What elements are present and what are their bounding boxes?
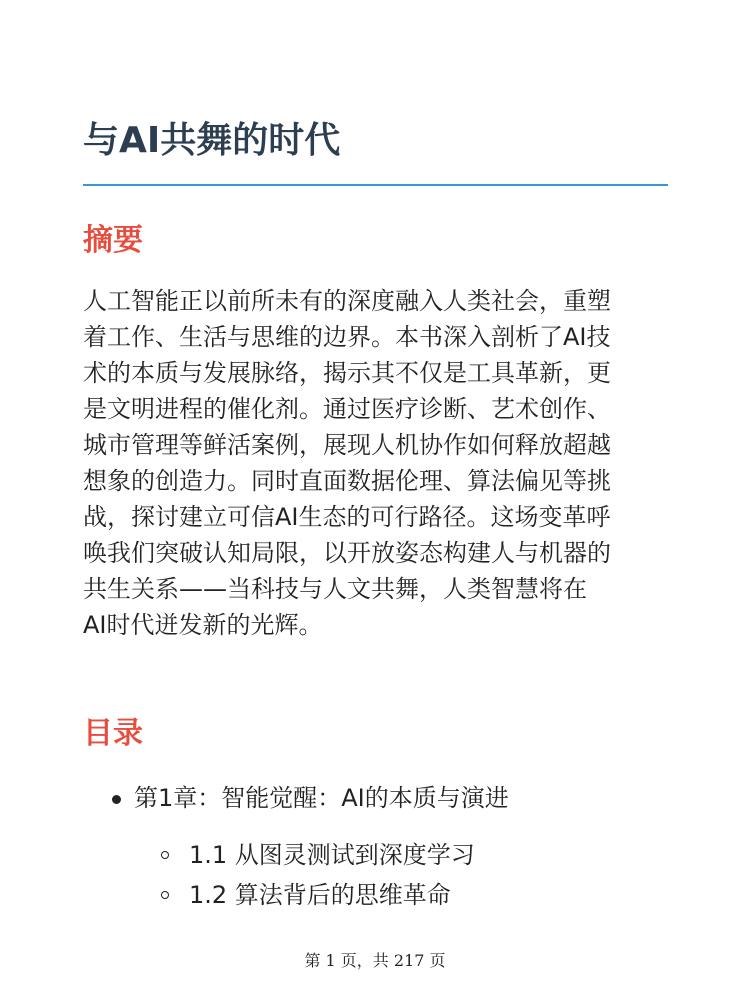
bullet-circle-icon xyxy=(161,891,169,899)
toc-chapter-1[interactable]: 第1章：智能觉醒：AI的本质与演进 xyxy=(134,784,509,812)
abstract-line: 着工作、生活与思维的边界。本书深入剖析了AI技 xyxy=(83,323,611,351)
document-title: 与AI共舞的时代 xyxy=(83,120,341,161)
abstract-line: 想象的创造力。同时直面数据伦理、算法偏见等挑 xyxy=(83,467,611,495)
abstract-line: 战，探讨建立可信AI生态的可行路径。这场变革呼 xyxy=(83,503,611,531)
toc-heading: 目录 xyxy=(83,716,143,751)
bullet-circle-icon xyxy=(161,851,169,859)
title-divider xyxy=(83,184,668,186)
abstract-line: AI时代迸发新的光辉。 xyxy=(83,611,323,639)
abstract-line: 术的本质与发展脉络，揭示其不仅是工具革新，更 xyxy=(83,359,611,387)
bullet-disc-icon xyxy=(112,795,121,804)
page-number-footer: 第 1 页，共 217 页 xyxy=(304,951,446,970)
toc-section-1-1[interactable]: 1.1 从图灵测试到深度学习 xyxy=(189,841,475,869)
abstract-line: 人工智能正以前所未有的深度融入人类社会，重塑 xyxy=(83,287,611,315)
abstract-line: 唤我们突破认知局限，以开放姿态构建人与机器的 xyxy=(83,539,611,567)
abstract-paragraph xyxy=(83,283,673,643)
abstract-heading: 摘要 xyxy=(83,223,143,258)
abstract-line: 城市管理等鲜活案例，展现人机协作如何释放超越 xyxy=(83,431,611,459)
abstract-line: 共生关系——当科技与人文共舞，人类智慧将在 xyxy=(83,575,587,603)
abstract-line: 是文明进程的催化剂。通过医疗诊断、艺术创作、 xyxy=(83,395,611,423)
toc-section-1-2[interactable]: 1.2 算法背后的思维革命 xyxy=(189,881,451,909)
